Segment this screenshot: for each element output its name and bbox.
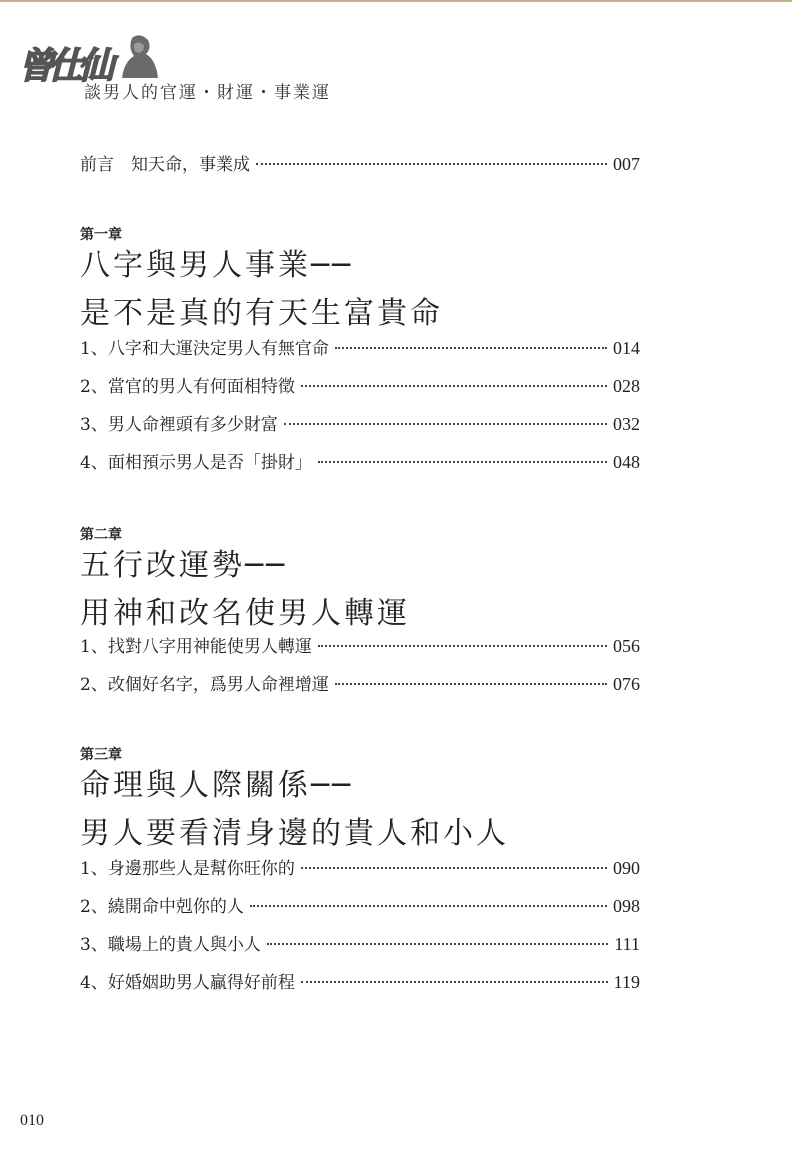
dot-leader xyxy=(335,683,607,685)
dot-leader xyxy=(301,981,608,983)
toc-entry-label: 2、改個好名字，爲男人命裡增運 xyxy=(80,675,329,695)
toc-entry[interactable] xyxy=(80,968,640,993)
toc-entry-label: 2、繞開命中剋你的人 xyxy=(80,897,244,917)
dot-leader xyxy=(335,347,607,349)
book-subtitle: 談男人的官運・財運・事業運 xyxy=(84,83,331,103)
chapter-3-title: 命理與人際關係── xyxy=(80,768,354,803)
chapter-1-label: 第一章 xyxy=(80,227,122,243)
toc-entry[interactable] xyxy=(80,334,640,359)
chapter-2-subtitle: 用神和改名使男人轉運 xyxy=(80,596,410,631)
toc-entry-page: 098 xyxy=(613,896,640,916)
chapter-2-title: 五行改運勢── xyxy=(80,548,288,583)
toc-entry[interactable] xyxy=(80,410,640,435)
toc-entry-page: 014 xyxy=(613,338,640,358)
dot-leader xyxy=(250,905,607,907)
toc-entry-label: 3、職場上的貴人與小人 xyxy=(80,935,261,955)
page-number: 010 xyxy=(20,1112,44,1129)
toc-entry-label: 3、男人命裡頭有多少財富 xyxy=(80,415,278,435)
toc-entry-label: 1、身邊那些人是幫你旺你的 xyxy=(80,859,295,879)
dot-leader xyxy=(267,943,609,945)
toc-entry-page: 007 xyxy=(613,154,640,174)
toc-entry-page: 028 xyxy=(613,376,640,396)
dot-leader xyxy=(318,645,607,647)
chapter-3-label: 第三章 xyxy=(80,747,122,763)
toc-entry[interactable] xyxy=(80,930,640,955)
toc-entry[interactable] xyxy=(80,892,640,917)
dot-leader xyxy=(284,423,607,425)
dot-leader xyxy=(301,385,607,387)
toc-entry[interactable] xyxy=(80,670,640,695)
toc-entry-page: 048 xyxy=(613,452,640,472)
dot-leader xyxy=(301,867,607,869)
toc-entry[interactable] xyxy=(80,372,640,397)
toc-entry-label: 1、找對八字用神能使男人轉運 xyxy=(80,637,312,657)
toc-entry-page: 119 xyxy=(613,972,640,992)
toc-entry[interactable] xyxy=(80,854,640,879)
portrait-figure-icon xyxy=(114,34,164,80)
chapter-1-subtitle: 是不是真的有天生富貴命 xyxy=(80,296,443,331)
toc-entry-page: 056 xyxy=(613,636,640,656)
top-border-line xyxy=(0,0,792,2)
toc-entry[interactable] xyxy=(80,448,640,473)
toc-entry-label: 4、好婚姻助男人贏得好前程 xyxy=(80,973,295,993)
toc-entry-page: 032 xyxy=(613,414,640,434)
toc-entry-page: 076 xyxy=(613,674,640,694)
chapter-3-subtitle: 男人要看清身邊的貴人和小人 xyxy=(80,816,509,851)
toc-entry-label: 4、面相預示男人是否「掛財」 xyxy=(80,453,312,473)
toc-entry-label: 1、八字和大運決定男人有無官命 xyxy=(80,339,329,359)
toc-entry-preface[interactable] xyxy=(80,150,640,175)
toc-entry-page: 111 xyxy=(614,934,640,954)
dot-leader xyxy=(318,461,607,463)
dot-leader xyxy=(256,163,607,165)
logo-calligraphy: 曾仕仙 xyxy=(18,45,109,87)
toc-entry-label: 2、當官的男人有何面相特徵 xyxy=(80,377,295,397)
chapter-2-label: 第二章 xyxy=(80,527,122,543)
chapter-1-title: 八字與男人事業── xyxy=(80,248,354,283)
toc-entry-label: 前言 知天命，事業成 xyxy=(80,155,250,175)
toc-entry-page: 090 xyxy=(613,858,640,878)
toc-entry[interactable] xyxy=(80,632,640,657)
book-logo xyxy=(14,28,331,103)
